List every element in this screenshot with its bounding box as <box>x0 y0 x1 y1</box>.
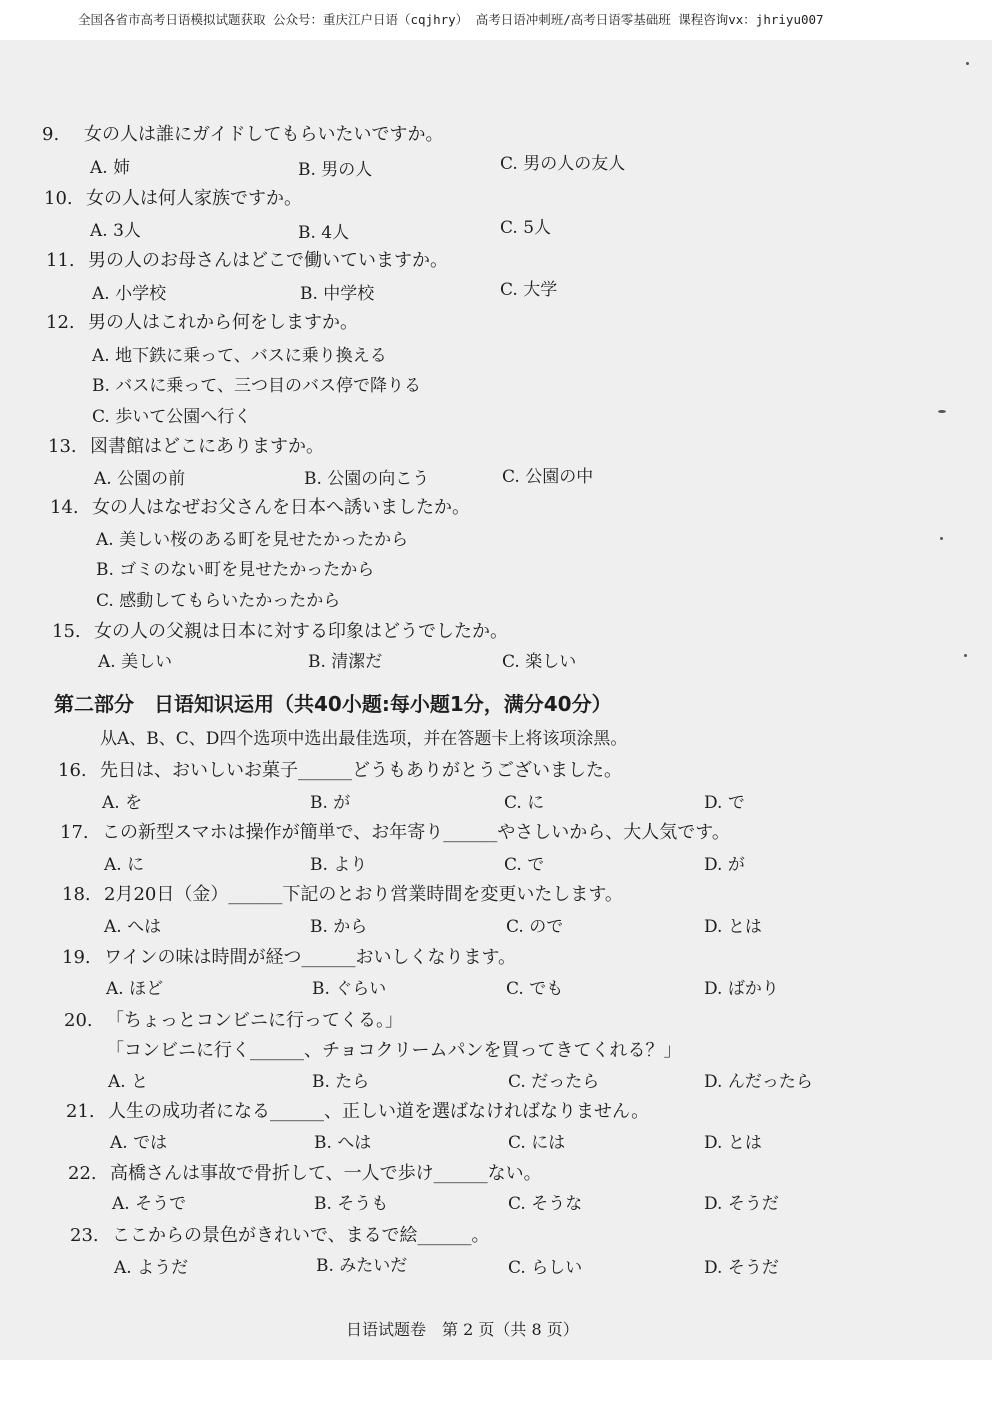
option-21d: D. とは <box>704 1133 762 1153</box>
option-18c: C. ので <box>506 917 564 937</box>
top-banner <box>0 0 992 40</box>
option-22b: B. そうも <box>314 1194 389 1214</box>
option-21a: A. では <box>110 1133 168 1153</box>
option-16d: D. で <box>704 793 745 813</box>
scan-speck <box>966 62 969 65</box>
question-15: 15. 女の人の父親は日本に対する印象はどうでしたか。 <box>52 621 508 642</box>
section-2-instruction: 从A、B、C、D四个选项中选出最佳选项，并在答题卡上将该项涂黑。 <box>100 729 628 749</box>
option-15a: A. 美しい <box>98 652 173 672</box>
option-14b: B. ゴミのない町を見せたかったから <box>96 560 375 580</box>
option-22a: A. そうで <box>112 1194 187 1214</box>
option-13a: A. 公園の前 <box>94 469 186 489</box>
question-10: 10. 女の人は何人家族ですか。 <box>44 188 302 209</box>
option-20d: D. んだったら <box>704 1072 813 1092</box>
option-20a: A. と <box>108 1072 149 1092</box>
option-11c: C. 大学 <box>500 280 558 300</box>
option-13c: C. 公園の中 <box>502 467 594 487</box>
option-21b: B. へは <box>314 1133 372 1153</box>
option-21c: C. には <box>508 1133 566 1153</box>
scanned-page <box>0 40 992 1360</box>
question-22: 22. 高橋さんは事故で骨折して、一人で歩け______ない。 <box>68 1163 542 1184</box>
option-10c: C. 5人 <box>500 218 552 238</box>
option-16c: C. に <box>504 793 545 813</box>
option-18a: A. へは <box>104 917 162 937</box>
question-19: 19. ワインの味は時間が経つ______おいしくなります。 <box>62 947 517 968</box>
scan-speck <box>964 654 967 657</box>
option-9c: C. 男の人の友人 <box>500 154 626 174</box>
option-11b: B. 中学校 <box>300 284 375 304</box>
option-23a: A. ようだ <box>114 1258 189 1278</box>
question-20: 20. 「ちょっとコンビニに行ってくる。」 <box>64 1010 403 1031</box>
option-13b: B. 公園の向こう <box>304 469 430 489</box>
question-18: 18. 2月20日（金）______下記のとおり営業時間を変更いたします。 <box>62 884 623 905</box>
option-18d: D. とは <box>704 917 762 937</box>
option-23b: B. みたいだ <box>316 1256 408 1276</box>
option-17a: A. に <box>104 855 145 875</box>
option-19a: A. ほど <box>106 979 164 999</box>
question-20-line2: 「コンビニに行く______、チョコクリームパンを買ってきてくれる？」 <box>106 1040 682 1061</box>
banner-text: 全国各省市高考日语模拟试题获取 公众号：重庆江户日语（cqjhry） 高考日语冲刺班/高考日语零基础班 课程咨询vx：jhriyu007 <box>78 12 824 27</box>
option-23c: C. らしい <box>508 1258 583 1278</box>
option-17b: B. より <box>310 855 368 875</box>
option-19b: B. ぐらい <box>312 979 387 999</box>
option-16b: B. が <box>310 793 351 813</box>
option-20c: C. だったら <box>508 1072 600 1092</box>
question-17: 17. この新型スマホは操作が簡単で、お年寄り______やさしいから、大人気です。 <box>60 822 730 843</box>
option-12a: A. 地下鉄に乗って、バスに乗り換える <box>92 346 387 366</box>
option-16a: A. を <box>102 793 143 813</box>
option-11a: A. 小学校 <box>92 284 167 304</box>
option-12b: B. バスに乗って、三つ目のバス停で降りる <box>92 376 421 396</box>
option-23d: D. そうだ <box>704 1258 779 1278</box>
option-9a: A. 姉 <box>90 158 131 178</box>
question-9: 9. 女の人は誰にガイドしてもらいたいですか。 <box>42 124 444 145</box>
question-13: 13. 図書館はどこにありますか。 <box>48 436 324 457</box>
option-15b: B. 清潔だ <box>308 652 383 672</box>
option-17c: C. で <box>504 855 545 875</box>
option-17d: D. が <box>704 855 745 875</box>
option-22d: D. そうだ <box>704 1194 779 1214</box>
option-20b: B. たら <box>312 1072 370 1092</box>
question-21: 21. 人生の成功者になる______、正しい道を選ばなければなりません。 <box>66 1101 650 1122</box>
scan-speck <box>940 537 943 540</box>
bottom-margin <box>0 1360 992 1403</box>
option-15c: C. 楽しい <box>502 652 577 672</box>
option-10b: B. 4人 <box>298 223 350 243</box>
scan-speck <box>938 410 946 413</box>
option-9b: B. 男の人 <box>298 160 373 180</box>
option-14a: A. 美しい桜のある町を見せたかったから <box>96 530 409 550</box>
option-14c: C. 感動してもらいたかったから <box>96 591 341 611</box>
question-11: 11. 男の人のお母さんはどこで働いていますか。 <box>46 250 448 271</box>
option-10a: A. 3人 <box>90 221 141 241</box>
option-18b: B. から <box>310 917 368 937</box>
option-19d: D. ばかり <box>704 979 779 999</box>
option-12c: C. 歩いて公園へ行く <box>92 407 252 427</box>
option-22c: C. そうな <box>508 1194 583 1214</box>
question-23: 23. ここからの景色がきれいで、まるで絵______。 <box>70 1225 490 1246</box>
option-19c: C. でも <box>506 979 564 999</box>
question-12: 12. 男の人はこれから何をしますか。 <box>46 312 358 333</box>
question-14: 14. 女の人はなぜお父さんを日本へ誘いましたか。 <box>50 497 470 518</box>
question-16: 16. 先日は、おいしいお菓子______どうもありがとうございました。 <box>58 760 622 781</box>
section-2-title: 第二部分 日语知识运用（共40小题:每小题1分，满分40分） <box>54 692 612 716</box>
page-footer: 日语试题卷 第 2 页（共 8 页） <box>346 1320 579 1339</box>
